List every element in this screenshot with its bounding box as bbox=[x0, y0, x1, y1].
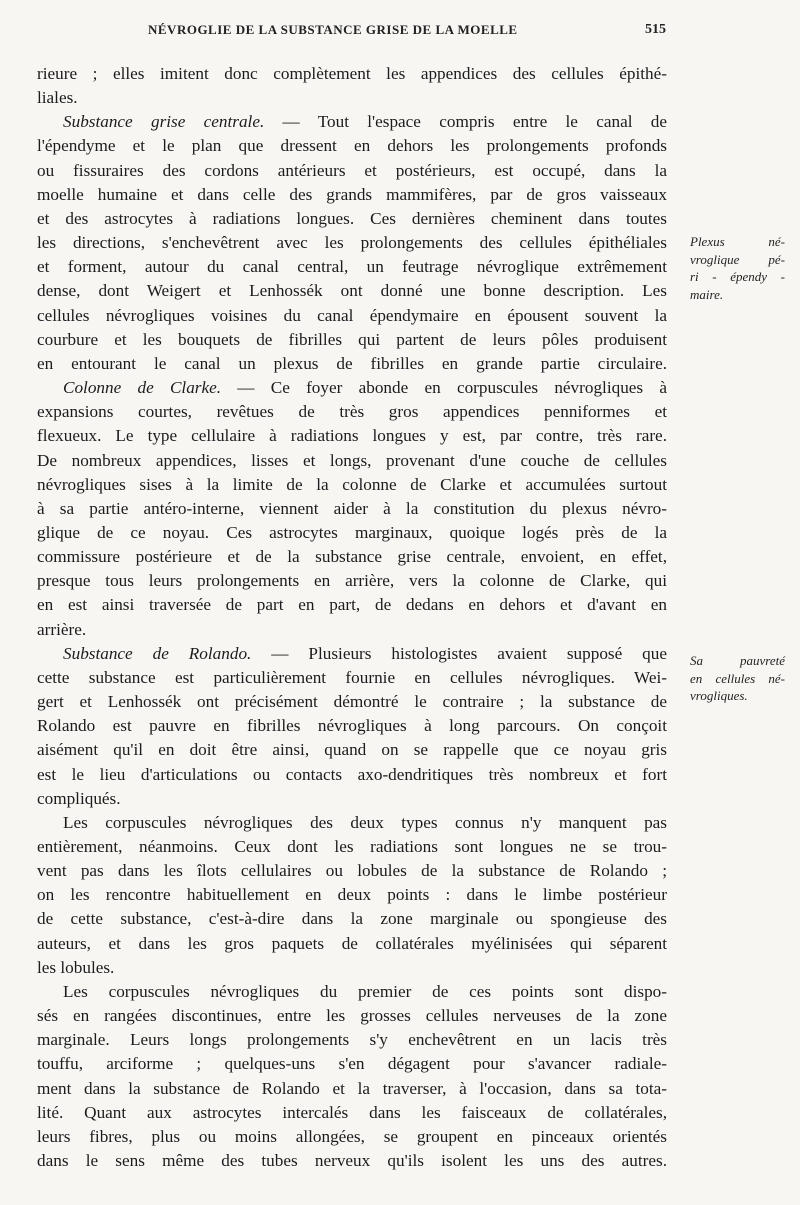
margin-note-line: vrogliques. bbox=[690, 688, 748, 703]
text-line bbox=[37, 1125, 667, 1149]
line-text: dans le sens même des tubes nerveux qu'ils isolent les uns des autres. bbox=[37, 1151, 667, 1171]
text-line bbox=[37, 956, 667, 980]
text-line bbox=[37, 473, 667, 497]
line-text: l'épendyme et le plan que dressent en dehors les prolongements profonds bbox=[37, 136, 667, 156]
line-text: Les corpuscules névrogliques des deux types connus n'y manquent pas bbox=[63, 812, 667, 832]
text-line bbox=[37, 1052, 667, 1076]
text-line bbox=[37, 231, 667, 255]
line-text: — Ce foyer abonde en corpuscules névrogliques à bbox=[221, 378, 667, 398]
text-line bbox=[37, 424, 667, 448]
margin-note-pauvrete bbox=[690, 652, 785, 705]
line-text: liales. bbox=[37, 88, 78, 108]
line-text: touffu, arciforme ; quelques-uns s'en dégagent pour s'avancer radiale- bbox=[37, 1054, 667, 1074]
line-text: expansions courtes, revêtues de très gros appendices penniformes et bbox=[37, 402, 667, 422]
line-text: Les corpuscules névrogliques du premier de ces points sont dispo- bbox=[63, 981, 667, 1001]
margin-note-plexus bbox=[690, 233, 785, 303]
line-text: — Tout l'espace compris entre le canal de bbox=[264, 112, 667, 132]
text-line bbox=[37, 207, 667, 231]
margin-note-line: Plexus né- bbox=[690, 234, 785, 249]
text-line bbox=[37, 255, 667, 279]
text-line bbox=[37, 62, 667, 86]
line-text: flexueux. Le type cellulaire à radiations longues y est, par contre, très rare. bbox=[37, 426, 667, 446]
text-line bbox=[37, 787, 667, 811]
line-text: glique de ce noyau. Ces astrocytes marginaux, quoique logés près de la bbox=[37, 522, 667, 542]
line-text: ment dans la substance de Rolando et la traverser, à l'occasion, dans sa tota- bbox=[37, 1078, 667, 1098]
text-line bbox=[37, 907, 667, 931]
line-text: entièrement, néanmoins. Ceux dont les radiations sont longues ne se trou- bbox=[37, 837, 667, 856]
line-text: aisément qu'il en doit être ainsi, quand on se rappelle que ce noyau gris bbox=[37, 740, 667, 760]
section-heading: Colonne de Clarke. bbox=[63, 378, 222, 398]
text-line bbox=[37, 279, 667, 303]
margin-note-line: en cellules né- bbox=[690, 670, 785, 686]
text-line bbox=[37, 980, 667, 1004]
text-line bbox=[37, 714, 667, 738]
line-text: les lobules. bbox=[37, 957, 115, 977]
line-text: vent pas dans les îlots cellulaires ou lobules de la substance de Rolando ; bbox=[37, 861, 667, 881]
line-text: en est ainsi traversée de part en part, de dedans en dehors et d'avant en bbox=[37, 595, 667, 615]
line-text: les directions, s'enchevêtrent avec les prolongements des cellules épithéliales bbox=[37, 233, 667, 253]
line-text: cette substance est particulièrement fournie en cellules névrogliques. Wei- bbox=[37, 667, 667, 687]
text-line bbox=[37, 763, 667, 787]
line-text: — Plusieurs histologistes avaient supposé que bbox=[251, 643, 667, 663]
text-line bbox=[37, 738, 667, 762]
line-text: à sa partie antéro-interne, viennent aider à la constitution du plexus névro- bbox=[37, 498, 667, 518]
text-line bbox=[37, 859, 667, 883]
line-text: arrière. bbox=[37, 619, 87, 639]
text-line bbox=[37, 618, 667, 642]
line-text: leurs fibres, plus ou moins allongées, se groupent en pinceaux orientés bbox=[37, 1126, 667, 1146]
line-text: névrogliques sises à la limite de la colonne de Clarke et accumulées surtout bbox=[37, 474, 667, 494]
line-text: auteurs, et dans les gros paquets de collatérales myélinisées qui séparent bbox=[37, 933, 667, 953]
text-line bbox=[37, 811, 667, 835]
line-text: est le lieu d'articulations ou contacts axo-dendritiques très nombreux et fort bbox=[37, 764, 667, 784]
text-line bbox=[37, 400, 667, 424]
text-line bbox=[37, 932, 667, 956]
line-text: presque tous leurs prolongements en arrière, vers la colonne de Clarke, qui bbox=[37, 571, 667, 591]
line-text: commissure postérieure et de la substance grise centrale, envoient, en effet, bbox=[37, 547, 667, 567]
line-text: cellules névrogliques voisines du canal épendymaire en épousent souvent la bbox=[37, 305, 667, 325]
margin-note-line: Sa pauvreté bbox=[690, 653, 785, 668]
margin-note-line: vroglique pé- bbox=[690, 251, 785, 267]
text-line bbox=[37, 352, 667, 376]
text-line bbox=[37, 835, 667, 859]
line-text: lité. Quant aux astrocytes intercalés dans les faisceaux de collatérales, bbox=[37, 1102, 667, 1122]
text-line bbox=[37, 569, 667, 593]
text-line bbox=[37, 328, 667, 352]
line-text: moelle humaine et dans celle des grands mammifères, par de gros vaisseaux bbox=[37, 184, 667, 204]
line-text: sés en rangées discontinues, entre les grosses cellules nerveuses de la zone bbox=[37, 1006, 667, 1026]
text-line bbox=[37, 1004, 667, 1028]
text-line bbox=[37, 497, 667, 521]
line-text: Rolando est pauvre en fibrilles névrogliques à long parcours. On conçoit bbox=[37, 716, 667, 736]
section-heading: Substance grise centrale. bbox=[63, 112, 265, 132]
line-text: en entourant le canal un plexus de fibrilles en grande partie circulaire. bbox=[37, 353, 667, 373]
body-text bbox=[37, 62, 667, 1173]
text-line bbox=[37, 110, 667, 134]
text-line bbox=[37, 666, 667, 690]
text-line bbox=[37, 376, 667, 400]
margin-note-line: maire. bbox=[690, 286, 724, 302]
text-line bbox=[37, 593, 667, 617]
section-heading: Substance de Rolando. bbox=[63, 643, 252, 663]
line-text: rieure ; elles imitent donc complètement les appendices des cellules épithé- bbox=[37, 64, 667, 83]
margin-note-line: ri - épendy - bbox=[690, 269, 785, 284]
text-line bbox=[37, 183, 667, 207]
header-title: NÉVROGLIE DE LA SUBSTANCE GRISE DE LA MOELLE bbox=[148, 22, 518, 37]
line-text: dense, dont Weigert et Lenhossék ont donné une bonne description. Les bbox=[37, 281, 667, 301]
line-text: compliqués. bbox=[37, 788, 121, 808]
line-text: courbure et les bouquets de fibrilles qui partent de leurs pôles produisent bbox=[37, 329, 667, 349]
text-line bbox=[37, 521, 667, 545]
line-text: et des astrocytes à radiations longues. Ces dernières cheminent dans toutes bbox=[37, 208, 667, 228]
text-line bbox=[37, 134, 667, 158]
text-line bbox=[37, 1101, 667, 1125]
text-line bbox=[37, 1149, 667, 1173]
line-text: gert et Lenhossék ont précisément démontré le contraire ; la substance de bbox=[37, 692, 667, 712]
line-text: on les rencontre habituellement en deux points : dans le limbe postérieur bbox=[37, 885, 667, 905]
text-line bbox=[37, 883, 667, 907]
text-line bbox=[37, 690, 667, 714]
line-text: et forment, autour du canal central, un feutrage névroglique extrêmement bbox=[37, 257, 667, 277]
text-line bbox=[37, 1028, 667, 1052]
text-line bbox=[37, 159, 667, 183]
text-line bbox=[37, 545, 667, 569]
text-line bbox=[37, 449, 667, 473]
page-number: 515 bbox=[645, 22, 666, 37]
text-line bbox=[37, 642, 667, 666]
text-line bbox=[37, 1077, 667, 1101]
line-text: De nombreux appendices, lisses et longs, provenant d'une couche de cellules bbox=[37, 450, 667, 470]
text-line bbox=[37, 86, 667, 110]
running-header bbox=[0, 22, 800, 44]
line-text: marginale. Leurs longs prolongements s'y enchevêtrent en un lacis très bbox=[37, 1030, 667, 1050]
text-line bbox=[37, 304, 667, 328]
line-text: ou fissuraires des cordons antérieurs et postérieurs, est occupé, dans la bbox=[37, 160, 667, 180]
line-text: de cette substance, c'est-à-dire dans la zone marginale ou spongieuse des bbox=[37, 909, 667, 929]
